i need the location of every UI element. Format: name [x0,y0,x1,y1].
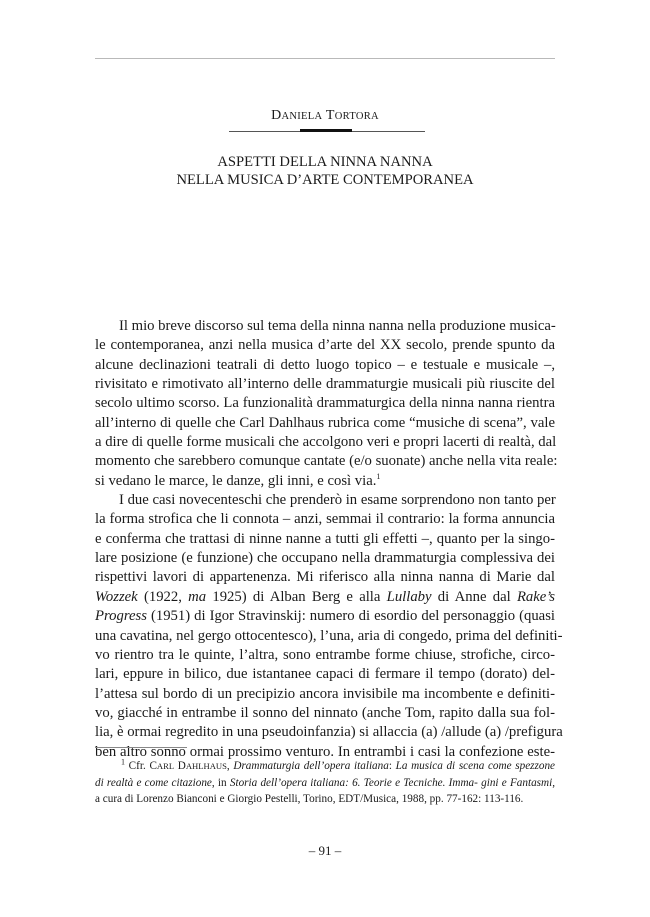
paragraph-1 [95,317,558,491]
body-line: Il mio breve discorso sul tema della ninna nanna nella produzione musica- [119,318,556,334]
header-rule [95,58,555,59]
body-line: vo, giacché in entrambe il sonno del ninnato (anche Tom, rapito dalla sua fol- [95,704,555,721]
footnote-reference[interactable]: 1 [376,471,381,481]
body-line: l’attesa sul bordo di un precipizio ancora invisibile ma incombente e definiti- [95,685,555,702]
body-line: vo rientro tra le quinte, l’altra, sono entrambe forme chiuse, strofiche, circo- [95,646,555,663]
body-line: a dire di quelle forme musicali che accolgono veri e propri lacerti di realtà, dal [95,434,557,451]
body-line: secolo ultimo scorso. La funzionalità drammaturgica della ninna nanna rientra [95,395,555,412]
body-line: all’interno di quelle che Carl Dahlhaus rubrica come “musiche di scena”, vale [95,414,555,431]
body-line: ben altro sonno ormai prossimo venturo. In entrambi i casi la confezione este- [95,743,555,760]
title-line-1: ASPETTI DELLA NINNA NANNA [217,154,433,170]
body-line: lia, è ormai regredito in una pseudoinfanzia) si allaccia (a) /allude (a) /prefigura [95,724,563,741]
body-line: le contemporanea, anzi nella musica d’arte del XX secolo, prende spunto da [95,337,555,354]
body-line: la forma strofica che li connota – anzi, semmai il contrario: la forma annuncia [95,511,555,528]
body-line: si vedano le marce, le danze, gli inni, e così via.$^1$ [95,471,381,489]
body-line: alcune declinazioni teatrali di detto luogo topico – e testuale e musicale –, [95,356,555,373]
body-line: una cavatina, nel gergo ottocentesco), l’una, aria di congedo, prima del definiti- [95,627,563,644]
footnote-number: 1 [121,757,125,767]
author-name: DANIELA TORTORA [271,108,379,123]
footnote: $^1$ Cfr. CARL DAHLHAUS, Drammaturgia dell’opera italiana: La musica di scena come spezzone di realtà e come citazione, in Storia dell’opera italiana: 6. Teorie e Tecniche. Imma- gini e Fantasmi, a cura di Lorenzo Bianconi e Giorgio Pestelli, Torino, EDT/Musica, 1988, pp. 77-162: 113-116. [95,757,556,806]
title-line-2: NELLA MUSICA D’ARTE CONTEMPORANEA [176,172,474,188]
paragraph-2 [95,491,563,762]
body-line: Wozzek (1922, ma 1925) di Alban Berg e alla Lullaby di Anne dal Rake’s [95,588,556,605]
article-title [95,153,555,189]
page-number: – 91 – [308,843,342,858]
body-line: Progress (1951) di Igor Stravinskij: numero di esordio del personaggio (quasi [95,608,555,625]
body-line: I due casi novecenteschi che prenderò in esame sorprendono non tanto per [119,492,556,509]
body-line: momento che sarebbero comunque cantate (e/o suonate) anche nella vita reale: [95,453,558,470]
footnote-rule [95,747,187,748]
title-rule-accent [300,129,352,132]
body-line: lare posizione (e funzione) che occupano nella drammaturgia complessiva dei [95,550,555,567]
body-line: rivisitato e rimotivato all’interno delle drammaturgie musicali più riuscite del [95,376,555,393]
body-line: e conferma che trattasi di ninne nanne a tutti gli effetti –, quanto per la singo- [95,530,555,547]
body-line: lari, eppure in bilico, due istantanee capaci di fermare il tempo (dorato) del- [95,666,555,683]
body-line: rispettivi lavori di appartenenza. Mi riferisco alla ninna nanna di Marie dal [95,569,555,586]
article-body [95,317,563,762]
